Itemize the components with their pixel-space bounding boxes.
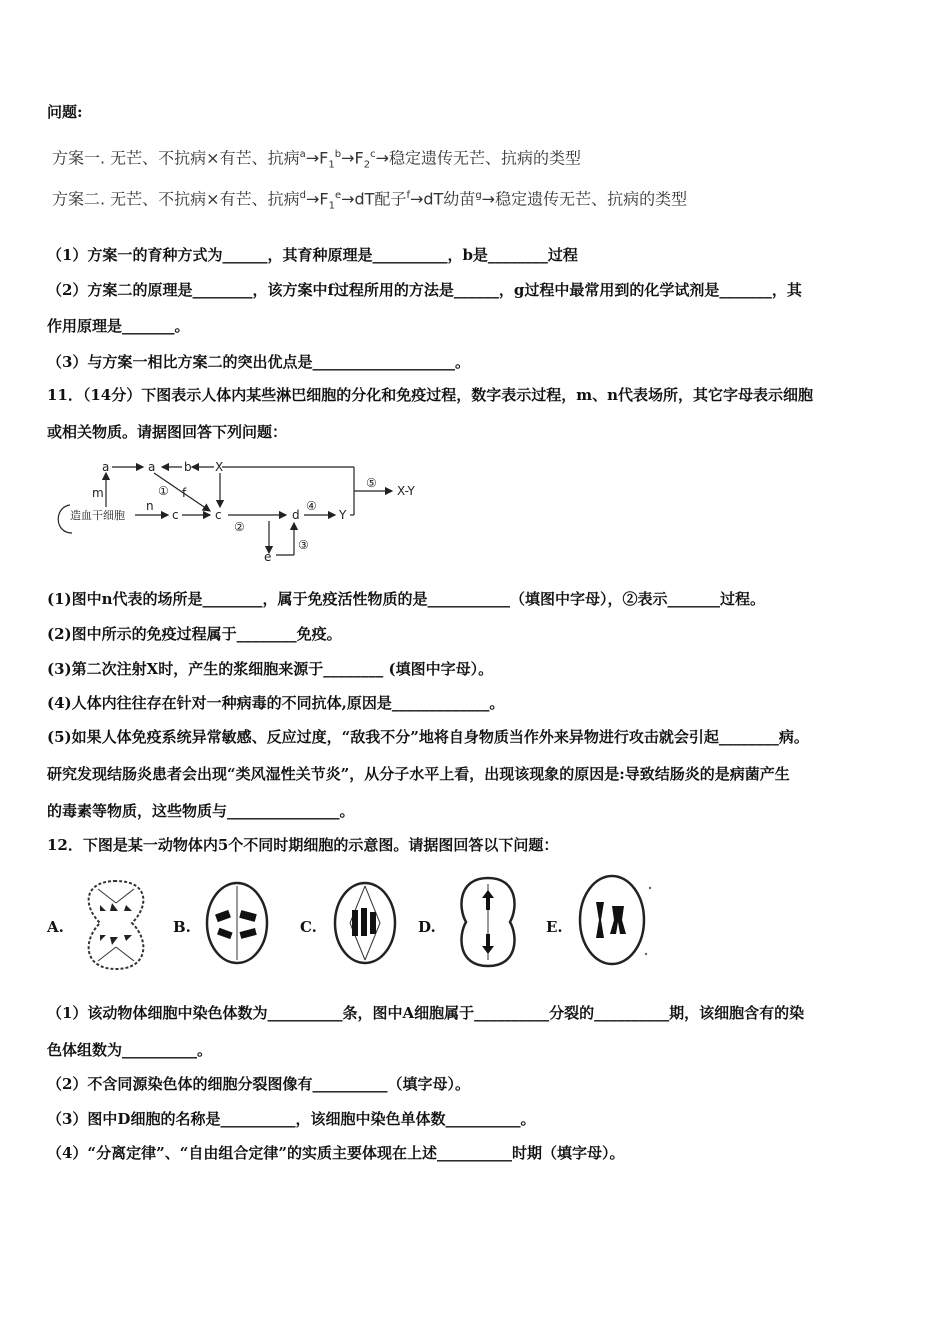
f2-sub: 2: [363, 159, 371, 171]
q12-sub-1a: （1）该动物体细胞中染色体数为__________条，图中A细胞属于__________分裂的__________期，该细胞含有的染: [47, 1004, 805, 1022]
step-b: b: [334, 149, 342, 160]
cell-e-figure: [574, 870, 658, 970]
node-c: c: [215, 508, 222, 522]
q11-sub-5b: 研究发现结肠炎患者会出现“类风湿性关节炎”，从分子水平上看，出现该现象的原因是:导致结肠炎的是病菌产生: [47, 765, 790, 783]
step-e: e: [334, 190, 342, 201]
node-x: X: [215, 460, 224, 474]
cell-label-a: A.: [47, 918, 64, 936]
step-a: a: [299, 149, 306, 160]
q11-sub-2: (2)图中所示的免疫过程属于________免疫。: [47, 625, 342, 643]
node-c-left: c: [172, 508, 179, 522]
step-f: f: [406, 190, 410, 201]
q11-sub-3: (3)第二次注射X时，产生的浆细胞来源于________ (填图中字母）。: [47, 660, 494, 678]
scheme-two-prefix: 方案二. 无芒、不抗病×有芒、抗病: [52, 189, 300, 209]
gamete-label: dT配子: [354, 189, 407, 209]
scheme-two: 方案二. 无芒、不抗病×有芒、抗病$^d\to F_1^e\to dT$配子$^f$→dT幼苗$^g$→稳定遗传无芒、抗病的类型: [52, 189, 688, 212]
q12-sub-1b: 色体组数为__________。: [47, 1041, 213, 1059]
cell-label-e: E.: [546, 918, 563, 936]
q11-sub-5a: (5)如果人体免疫系统异常敏感、反应过度，“敌我不分”地将自身物质当作外来异物进行攻击就会引起________病。: [47, 728, 809, 746]
step-g: g: [475, 190, 482, 201]
q10-line-1: （1）方案一的育种方式为______，其育种原理是__________，b是________过程: [47, 246, 578, 264]
q12-line-1: 12．下图是某一动物体内5个不同时期细胞的示意图。请据图回答以下问题：: [47, 836, 559, 854]
q12-sub-4: （4）“分离定律”、“自由组合定律”的实质主要体现在上述__________时期（填字母）。: [47, 1144, 625, 1162]
cell-c-figure: [330, 878, 400, 968]
q10-line-3: 作用原理是_______。: [47, 317, 190, 335]
label-n: n: [146, 499, 154, 513]
q11-line-1: 11．（14分）下图表示人体内某些淋巴细胞的分化和免疫过程，数字表示过程，m、n代表场所，其它字母表示细胞: [47, 386, 814, 404]
step-d: d: [299, 190, 306, 201]
cell-b-figure: [202, 878, 272, 968]
cell-d-figure: [452, 872, 524, 972]
scheme-one-prefix: 方案一. 无芒、不抗病×有芒、抗病: [52, 148, 300, 168]
step-4: ④: [306, 499, 317, 513]
q10-line-4: （3）与方案一相比方案二的突出优点是___________________。: [47, 353, 470, 371]
f2-label: F: [354, 148, 364, 168]
step-c: c: [370, 149, 376, 160]
q11-sub-1: (1)图中n代表的场所是________，属于免疫活性物质的是___________（填图中字母），②表示_______过程。: [47, 590, 766, 608]
f1-sub: 1: [328, 159, 335, 171]
q10-line-2: （2）方案二的原理是________，该方案中f过程所用的方法是______，g过程中最常用到的化学试剂是_______，其: [47, 281, 802, 299]
stem-cell: 造血干细胞: [70, 509, 125, 522]
node-y: Y: [339, 508, 347, 522]
node-xy: X-Y: [397, 484, 415, 498]
step-5: ⑤: [366, 476, 377, 490]
cell-label-b: B.: [173, 918, 191, 936]
scheme-one-suffix: 稳定遗传无芒、抗病的类型: [388, 148, 581, 168]
q11-sub-4: (4)人体内往往存在针对一种病毒的不同抗体,原因是_____________。: [47, 694, 505, 712]
label-f: f: [182, 486, 187, 500]
step-1: ①: [158, 484, 169, 498]
node-d: d: [292, 508, 300, 522]
scheme-one: 方案一. 无芒、不抗病×有芒、抗病$^a\to F_1^b\to F_2^c\to$稳定遗传无芒、抗病的类型: [52, 148, 581, 171]
q11-line-2: 或相关物质。请据图回答下列问题：: [47, 423, 288, 441]
step-2: ②: [234, 520, 245, 534]
node-b: b: [184, 460, 192, 474]
label-m: m: [92, 486, 104, 500]
top-label: 问题:: [47, 103, 83, 121]
step-3: ③: [298, 538, 309, 552]
f1-label: F: [319, 148, 329, 168]
node-a: a: [148, 460, 156, 474]
node-e: e: [264, 550, 272, 564]
immune-diagram: [50, 455, 430, 565]
f1-sub-2: 1: [328, 200, 335, 212]
cell-label-d: D.: [418, 918, 436, 936]
f1-label-2: F: [319, 189, 329, 209]
node-a-left: a: [102, 460, 110, 474]
q12-sub-2: （2）不含同源染色体的细胞分裂图像有__________（填字母）。: [47, 1075, 470, 1093]
seedling-label: dT幼苗: [423, 189, 476, 209]
cell-a-figure: [76, 875, 156, 975]
q12-sub-3: （3）图中D细胞的名称是__________，该细胞中染色单体数__________。: [47, 1110, 536, 1128]
cell-label-c: C.: [300, 918, 317, 936]
q11-sub-5c: 的毒素等物质，这些物质与_______________。: [47, 802, 355, 820]
scheme-two-suffix: 稳定遗传无芒、抗病的类型: [495, 189, 688, 209]
